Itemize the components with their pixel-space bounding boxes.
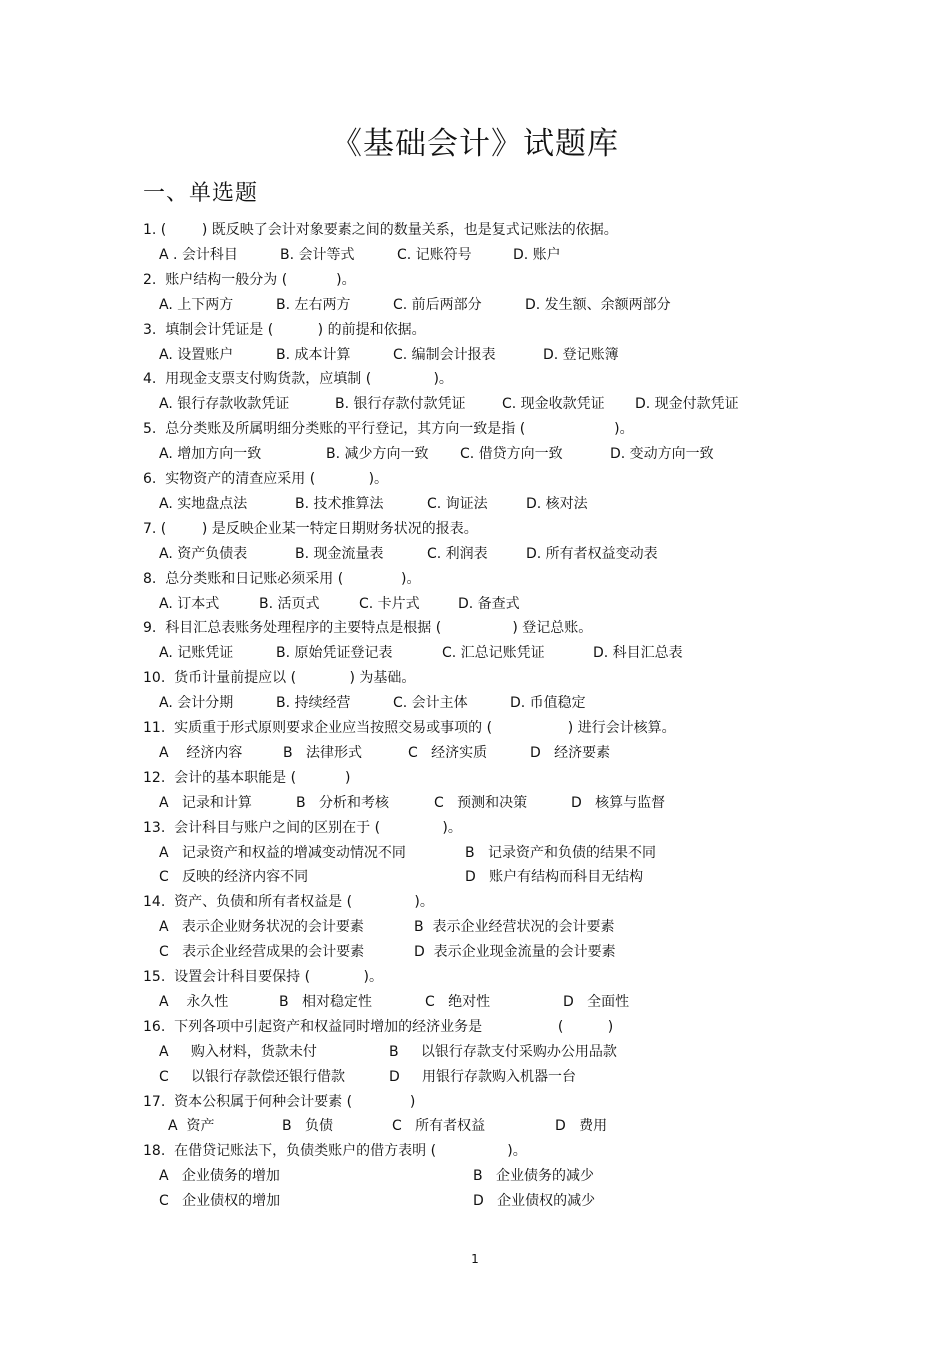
answer-option: A. 会计分期 bbox=[159, 695, 234, 712]
answer-option: D 账户有结构而科目无结构 bbox=[465, 869, 644, 886]
answer-option: C. 汇总记账凭证 bbox=[442, 645, 545, 662]
answer-option: B 法律形式 bbox=[283, 744, 362, 761]
answer-option: D. 备查式 bbox=[458, 595, 520, 612]
answer-option: B 记录资产和负债的结果不同 bbox=[465, 844, 656, 861]
answer-option: B 分析和考核 bbox=[296, 794, 389, 811]
answer-option: D. 账户 bbox=[513, 246, 561, 263]
answer-option: C 反映的经济内容不同 bbox=[159, 869, 309, 886]
answer-option: A 表示企业财务状况的会计要素 bbox=[159, 919, 364, 936]
question-stem: 3. 填制会计凭证是 ( ) 的前提和依据。 bbox=[143, 321, 426, 338]
question-stem: 18. 在借贷记账法下，负债类账户的借方表明 ( )。 bbox=[143, 1143, 527, 1160]
answer-option: C 企业债权的增加 bbox=[159, 1193, 281, 1210]
question-stem: 6. 实物资产的清查应采用 ( )。 bbox=[143, 471, 389, 487]
question-stem: 5. 总分类账及所属明细分类账的平行登记，其方向一致是指 ( )。 bbox=[143, 421, 634, 438]
answer-option: C 预测和决策 bbox=[434, 794, 528, 811]
answer-option: C. 记账符号 bbox=[397, 246, 472, 263]
answer-option: B. 现金流量表 bbox=[295, 545, 384, 562]
answer-option: B. 原始凭证登记表 bbox=[276, 645, 393, 662]
answer-option: C. 现金收款凭证 bbox=[502, 396, 605, 413]
answer-option: B. 减少方向一致 bbox=[326, 446, 429, 463]
answer-option: B. 成本计算 bbox=[276, 346, 351, 363]
answer-option: A 经济内容 bbox=[159, 744, 243, 761]
question-stem: 14. 资产、负债和所有者权益是 ( )。 bbox=[143, 894, 434, 911]
question-stem: 4. 用现金支票支付购货款，应填制 ( )。 bbox=[143, 371, 453, 388]
answer-option: D. 核对法 bbox=[526, 495, 588, 512]
answer-option: A. 银行存款收款凭证 bbox=[159, 396, 290, 413]
question-stem: 17. 资本公积属于何种会计要素 ( ) bbox=[143, 1093, 416, 1110]
answer-option: C 以银行存款偿还银行借款 bbox=[159, 1068, 346, 1085]
answer-option: A. 记账凭证 bbox=[159, 645, 234, 662]
answer-option: D. 登记账簿 bbox=[543, 346, 619, 363]
answer-option: D 全面性 bbox=[563, 993, 630, 1010]
answer-option: C. 编制会计报表 bbox=[393, 346, 496, 363]
answer-option: B. 左右两方 bbox=[276, 296, 351, 313]
answer-option: B. 银行存款付款凭证 bbox=[335, 396, 466, 413]
section-heading: 一、单选题 bbox=[143, 181, 259, 206]
answer-option: B. 会计等式 bbox=[280, 246, 355, 263]
answer-option: C. 前后两部分 bbox=[393, 296, 482, 313]
answer-option: D 核算与监督 bbox=[571, 794, 666, 811]
answer-option: D. 币值稳定 bbox=[510, 695, 586, 712]
answer-option: D 费用 bbox=[555, 1118, 608, 1135]
question-stem: 2. 账户结构一般分为 ( )。 bbox=[143, 271, 356, 288]
answer-option: A. 订本式 bbox=[159, 595, 220, 612]
answer-option: A. 资产负债表 bbox=[159, 545, 248, 562]
answer-option: C 绝对性 bbox=[425, 993, 491, 1010]
answer-option: D. 变动方向一致 bbox=[610, 446, 714, 463]
answer-option: B. 技术推算法 bbox=[295, 495, 384, 512]
answer-option: D. 科目汇总表 bbox=[593, 645, 683, 662]
answer-option: B 表示企业经营状况的会计要素 bbox=[414, 919, 615, 936]
answer-option: B 相对稳定性 bbox=[279, 993, 372, 1010]
answer-option: B 企业债务的减少 bbox=[473, 1168, 594, 1185]
question-stem: 11. 实质重于形式原则要求企业应当按照交易或事项的 ( ) 进行会计核算。 bbox=[143, 720, 676, 736]
answer-option: D 经济要素 bbox=[530, 744, 611, 761]
answer-option: D. 所有者权益变动表 bbox=[526, 545, 658, 562]
question-stem: 16. 下列各项中引起资产和权益同时增加的经济业务是 ( ) bbox=[143, 1018, 614, 1035]
answer-option: A 购入材料，货款未付 bbox=[159, 1043, 317, 1060]
answer-option: C. 会计主体 bbox=[393, 695, 468, 712]
answer-option: A 企业债务的增加 bbox=[159, 1168, 280, 1185]
answer-option: C. 借贷方向一致 bbox=[460, 446, 563, 463]
answer-option: B 负债 bbox=[282, 1118, 333, 1135]
answer-option: C. 卡片式 bbox=[359, 595, 420, 612]
answer-option: A. 设置账户 bbox=[159, 346, 234, 363]
answer-option: C. 询证法 bbox=[427, 495, 488, 512]
answer-option: B. 持续经营 bbox=[276, 695, 351, 712]
answer-option: A. 实地盘点法 bbox=[159, 495, 248, 512]
answer-option: A 永久性 bbox=[159, 993, 229, 1010]
page-number: 1 bbox=[471, 1252, 479, 1266]
question-stem: 8. 总分类账和日记账必须采用 ( )。 bbox=[143, 570, 421, 587]
answer-option: A 记录资产和权益的增减变动情况不同 bbox=[159, 844, 406, 861]
answer-option: A 记录和计算 bbox=[159, 794, 252, 811]
answer-option: D 用银行存款购入机器一台 bbox=[389, 1068, 577, 1085]
answer-option: C 所有者权益 bbox=[392, 1118, 486, 1135]
question-stem: 9. 科目汇总表账务处理程序的主要特点是根据 ( ) 登记总账。 bbox=[143, 620, 593, 637]
answer-option: A . 会计科目 bbox=[159, 246, 238, 263]
question-stem: 12. 会计的基本职能是 ( ) bbox=[143, 769, 351, 786]
page-title: 《基础会计》试题库 bbox=[331, 126, 619, 162]
answer-option: D 企业债权的减少 bbox=[473, 1193, 596, 1210]
question-stem: 1. ( ) 既反映了会计对象要素之间的数量关系，也是复式记账法的依据。 bbox=[143, 222, 618, 238]
question-stem: 13. 会计科目与账户之间的区别在于 ( )。 bbox=[143, 819, 462, 836]
answer-option: C. 利润表 bbox=[427, 545, 488, 562]
question-stem: 7. ( ) 是反映企业某一特定日期财务状况的报表。 bbox=[143, 520, 478, 537]
answer-option: D. 现金付款凭证 bbox=[635, 396, 739, 413]
answer-option: A 资产 bbox=[168, 1118, 215, 1135]
answer-option: C 经济实质 bbox=[408, 744, 488, 761]
answer-option: A. 增加方向一致 bbox=[159, 446, 262, 463]
answer-option: B. 活页式 bbox=[259, 595, 320, 612]
answer-option: D 表示企业现金流量的会计要素 bbox=[414, 944, 616, 961]
question-stem: 15. 设置会计科目要保持 ( )。 bbox=[143, 969, 383, 985]
question-stem: 10. 货币计量前提应以 ( ) 为基础。 bbox=[143, 670, 416, 687]
answer-option: D. 发生额、余额两部分 bbox=[525, 296, 671, 313]
answer-option: B 以银行存款支付采购办公用品款 bbox=[389, 1043, 617, 1060]
answer-option: C 表示企业经营成果的会计要素 bbox=[159, 944, 365, 961]
answer-option: A. 上下两方 bbox=[159, 296, 234, 313]
